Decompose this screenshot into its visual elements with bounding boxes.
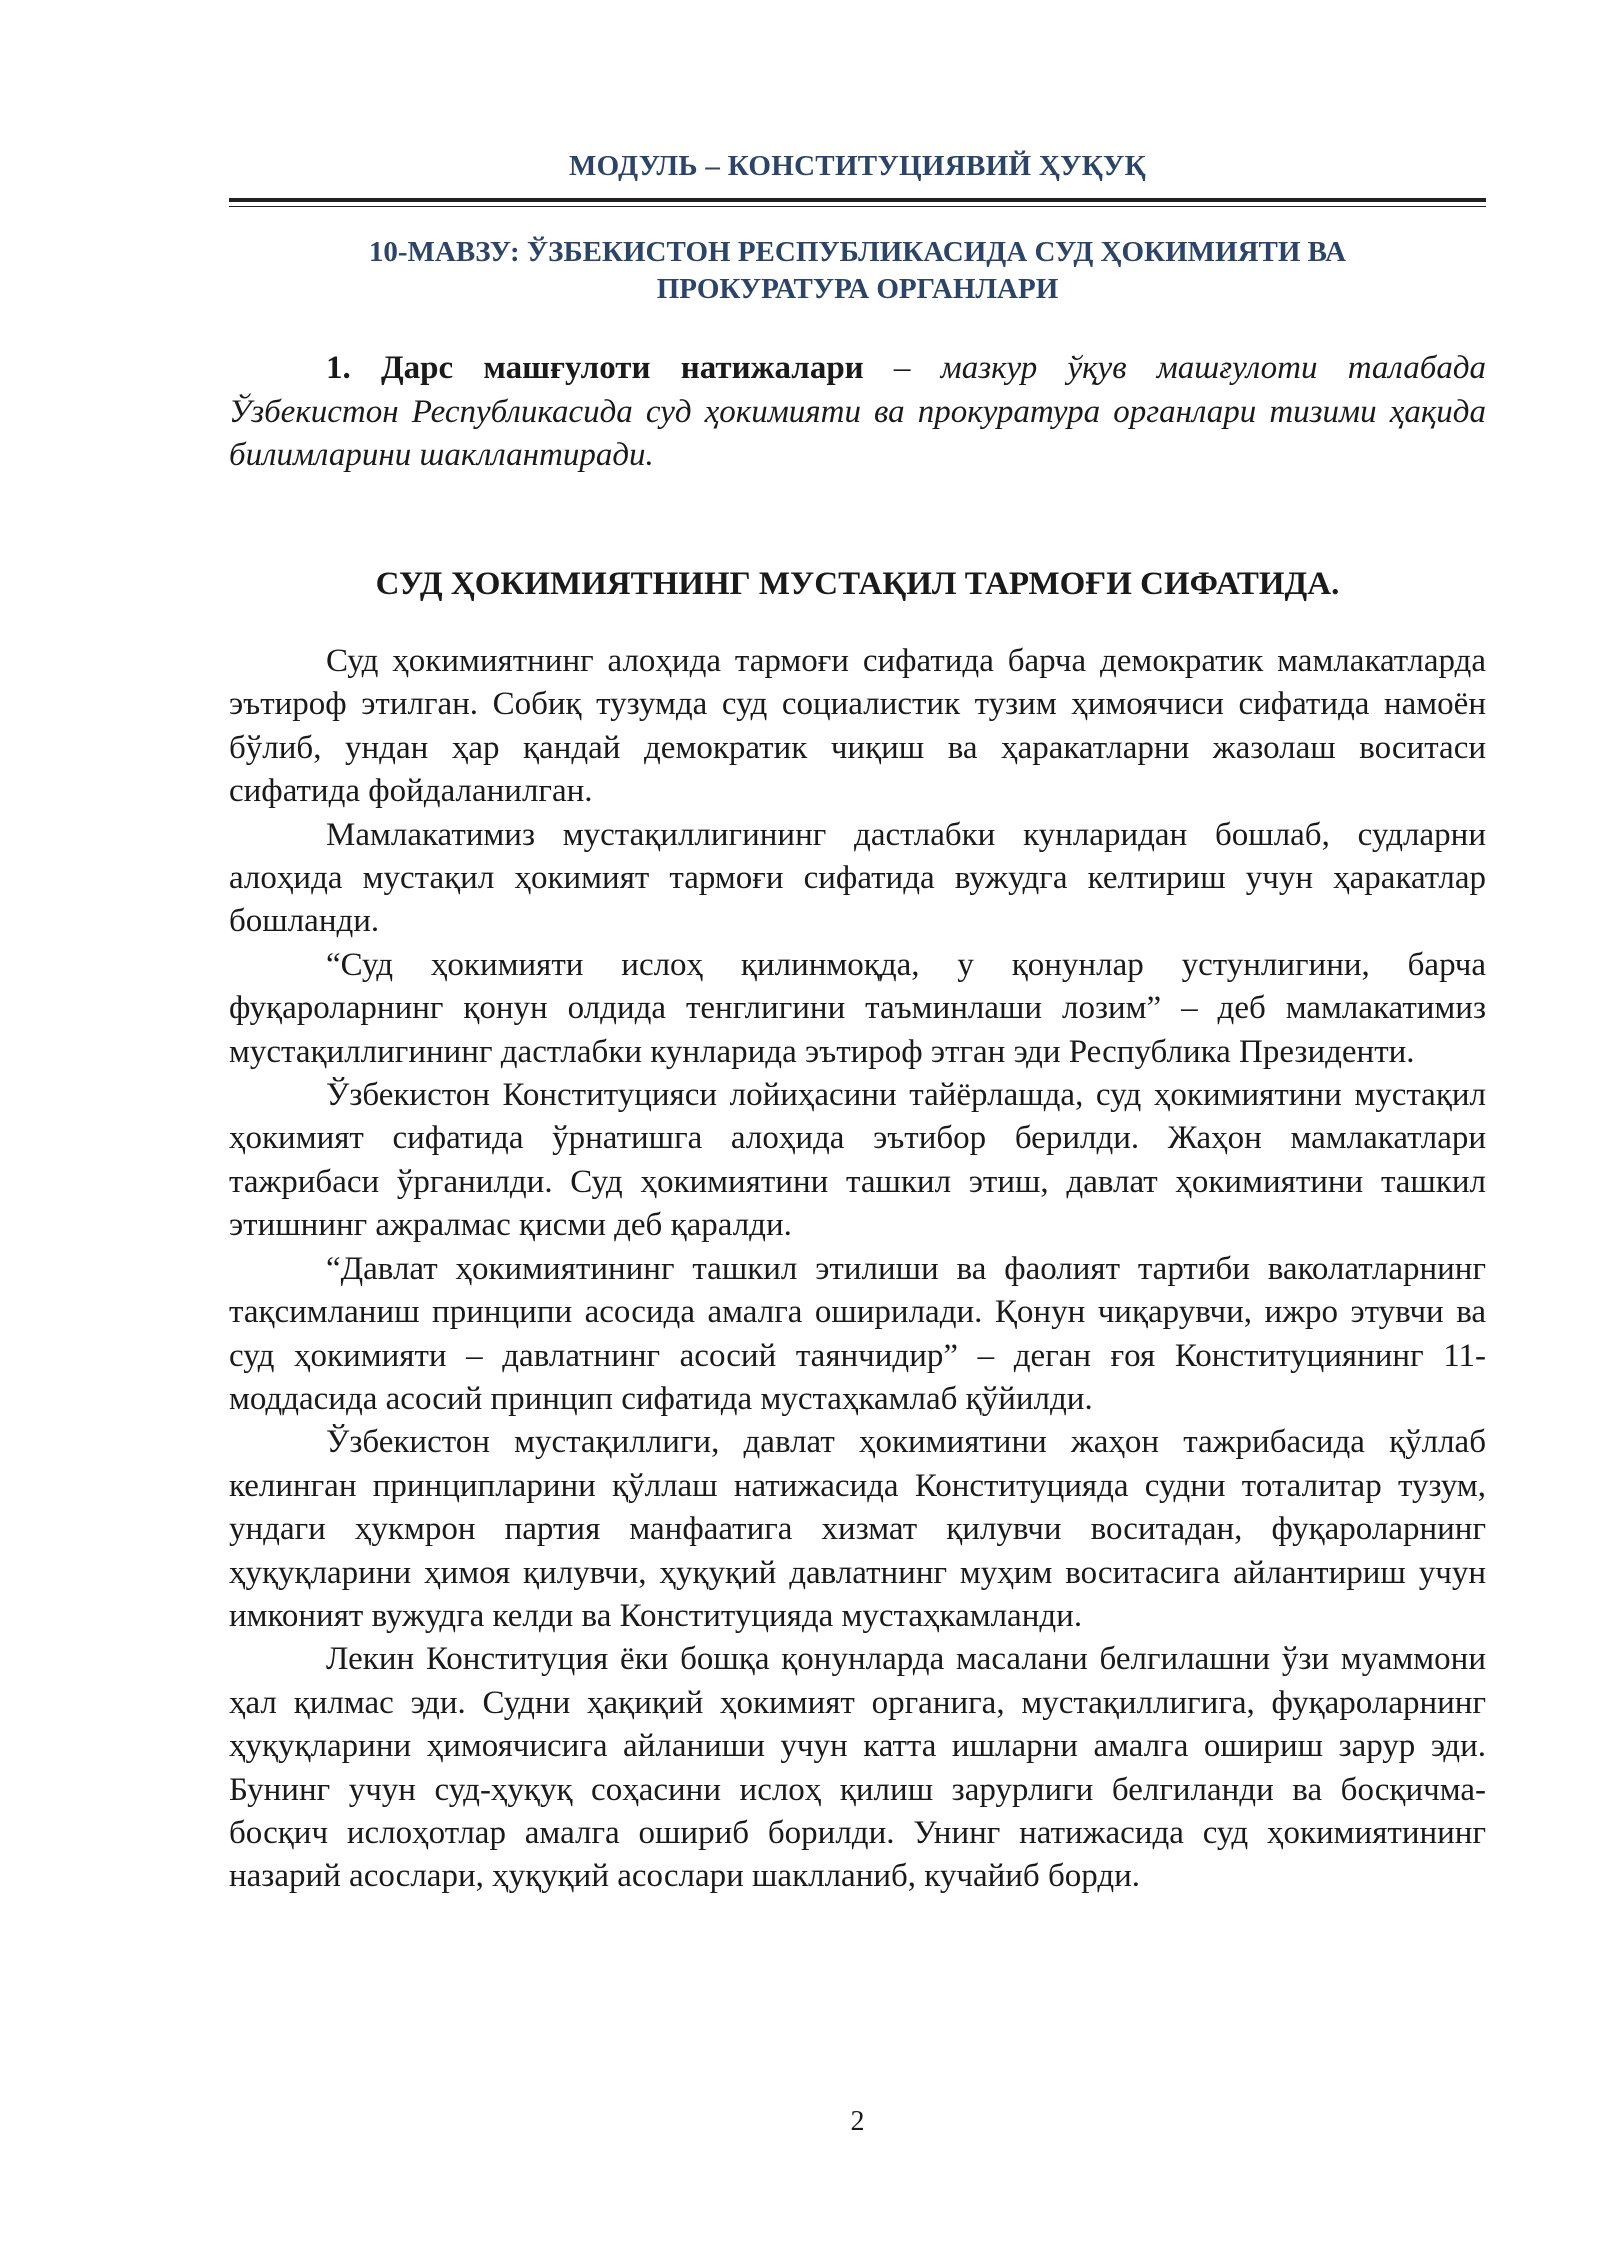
header-rule-thin xyxy=(229,206,1486,207)
topic-title-line-1: 10-МАВЗУ: ЎЗБЕКИСТОН РЕСПУБЛИКАСИДА СУД ҲОКИМИЯТИ ВА xyxy=(368,236,1347,268)
paragraph: Суд ҳокимиятнинг алоҳида тармоғи сифатида барча демократик мамлакатларда эътироф этилган. Собиқ тузумда суд социалистик тузим ҳимоячиси сифатида намоён бўлиб, ундан ҳар қандай демократик чиқиш ва ҳаракатларни жазолаш воситаси сифатида фойдаланилган. xyxy=(229,643,1486,810)
topic-title-line-2: ПРОКУРАТУРА ОРГАНЛАРИ xyxy=(656,273,1059,305)
paragraph: Ўзбекистон мустақиллиги, давлат ҳокимиятини жаҳон тажрибасида қўллаб келинган принципларини қўллаш натижасида Конституцияда судни тоталитар тузум, ундаги ҳукмрон партия манфаатига хизмат қилувчи воситадан, фуқароларнинг ҳуқуқларини ҳимоя қилувчи, ҳуқуқий давлатнинг муҳим воситасига айлантириш учун имконият вужудга келди ва Конституцияда мустаҳкамланди. xyxy=(229,1424,1486,1634)
document-page xyxy=(229,0,1486,2262)
paragraph: “Суд ҳокимияти ислоҳ қилинмоқда, у қонунлар устунлигини, барча фуқароларнинг қонун олдида тенглигини таъминлаши лозим” – деб мамлакатимиз мустақиллигининг дастлабки кунларида эътироф этган эди Республика Президенти. xyxy=(229,946,1486,1070)
lesson-results-text: мазкур ўқув машғулоти талабада Ўзбекистон Республикасида суд ҳокимияти ва прокуратура органлари тизими ҳақида билимларини шакллантиради. xyxy=(229,350,1487,473)
page-number: 2 xyxy=(850,2106,865,2137)
section-heading: СУД ҲОКИМИЯТНИНГ МУСТАҚИЛ ТАРМОҒИ СИФАТИДА. xyxy=(375,566,1340,602)
paragraph: “Давлат ҳокимиятининг ташкил этилиши ва фаолият тартиби ваколатларнинг тақсимланиш принципи асосида амалга оширилади. Қонун чиқарувчи, ижро этувчи ва суд ҳокимияти – давлатнинг асосий таянчидир” – деган ғоя Конституциянинг 11-моддасида асосий принцип сифатида мустаҳкамлаб қўйилди. xyxy=(229,1250,1486,1417)
paragraph: Ўзбекистон Конституцияси лойиҳасини тайёрлашда, суд ҳокимиятини мустақил ҳокимият сифатида ўрнатишга алоҳида эътибор берилди. Жаҳон мамлакатлари тажрибаси ўрганилди. Суд ҳокимиятини ташкил этиш, давлат ҳокимиятини ташкил этишнинг ажралмас қисми деб қаралди. xyxy=(229,1077,1486,1244)
paragraph: Мамлакатимиз мустақиллигининг дастлабки кунларидан бошлаб, судларни алоҳида мустақил ҳокимият тармоғи сифатида вужудга келтириш учун ҳаракатлар бошланди. xyxy=(229,816,1486,940)
lesson-results-dash: – xyxy=(863,350,941,386)
paragraph: Лекин Конституция ёки бошқа қонунларда масалани белгилашни ўзи муаммони ҳал қилмас эди. Судни ҳақиқий ҳокимият органига, мустақиллигига, фуқароларнинг ҳуқуқларини ҳимоячисига айланиши учун катта ишларни амалга ошириш зарур эди. Бунинг учун суд-ҳуқуқ соҳасини ислоҳ қилиш зарурлиги белгиланди ва босқичма-босқич ислоҳотлар амалга ошириб борилди. Унинг натижасида суд ҳокимиятининг назарий асослари, ҳуқуқий асослари шаклланиб, кучайиб борди. xyxy=(229,1641,1486,1895)
header-rule-thick xyxy=(229,198,1486,202)
module-header: МОДУЛЬ – КОНСТИТУЦИЯВИЙ ҲУҚУҚ xyxy=(569,150,1146,182)
body-text xyxy=(229,640,1486,1899)
lesson-results-lead: 1. Дарс машғулоти натижалари xyxy=(326,350,864,386)
lesson-results-paragraph xyxy=(229,347,1486,478)
topic-title xyxy=(229,234,1486,308)
